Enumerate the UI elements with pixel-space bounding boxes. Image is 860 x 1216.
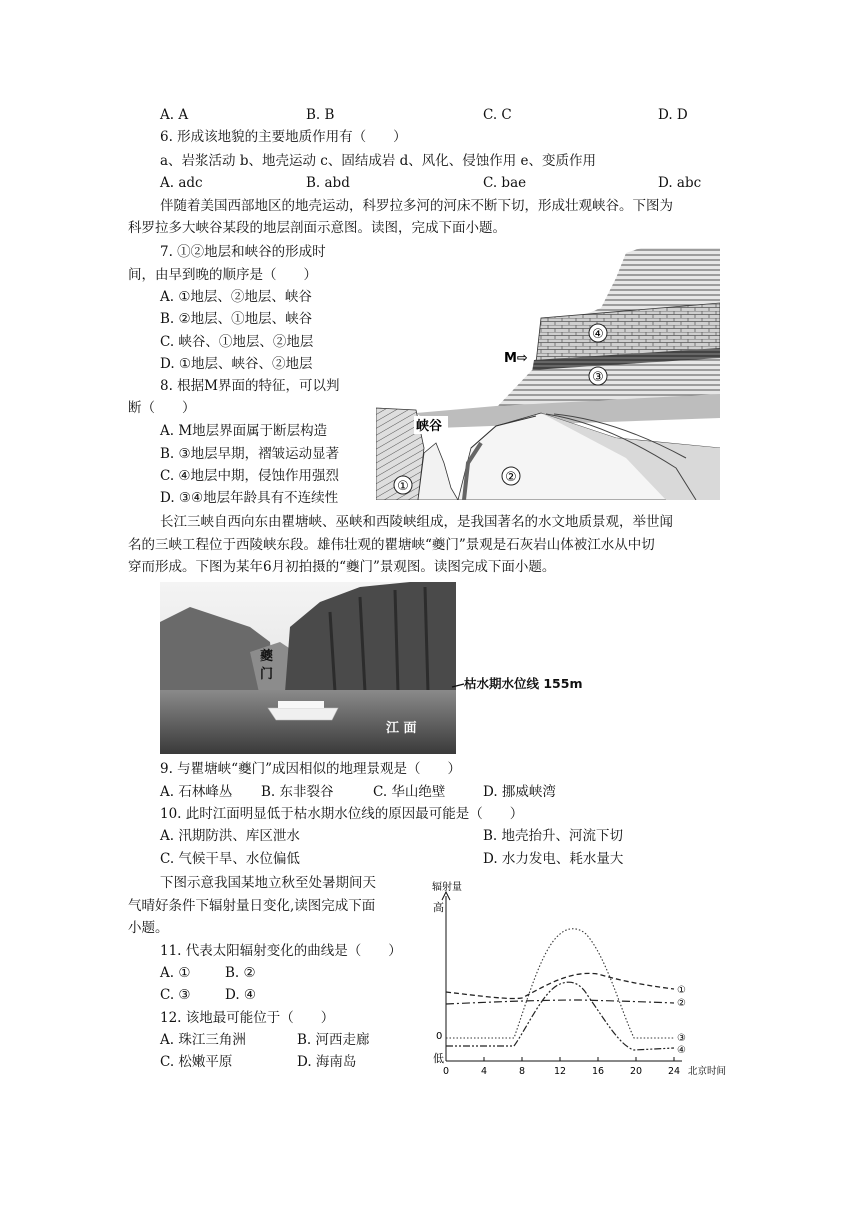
passage2-line3: 穿而形成。下图为某年6月初拍摄的“夔门”景观图。读图完成下面小题。 [128, 559, 556, 575]
q7-option-a: A. ①地层、②地层、峡谷 [160, 289, 312, 305]
fig1-label-m: M⇨ [504, 351, 528, 366]
q12-option-c: C. 松嫩平原 [160, 1054, 233, 1070]
fig3-curve-label-1: ① [677, 985, 686, 996]
passage3-line2: 气晴好条件下辐射量日变化,读图完成下面 [128, 898, 376, 914]
radiation-diagram [420, 878, 740, 1080]
fig1-label-2: ② [505, 470, 517, 485]
q11-stem: 11. 代表太阳辐射变化的曲线是（ ） [160, 943, 402, 959]
curve-1 [446, 973, 674, 998]
curve-4 [446, 982, 674, 1050]
q12-option-a: A. 珠江三角洲 [160, 1032, 246, 1048]
q7-stem-line1: 7. ①②地层和峡谷的形成时 [160, 244, 326, 260]
q11-option-c: C. ③ [160, 987, 191, 1003]
fig1-label-4: ④ [592, 327, 604, 342]
passage3-line1: 下图示意我国某地立秋至处暑期间天 [160, 875, 376, 891]
q5-option-b: B. B [306, 107, 335, 123]
curve-2 [446, 1000, 674, 1004]
q11-option-a: A. ① [160, 965, 191, 981]
fig2-label-river: 江 面 [386, 721, 417, 736]
q10-stem: 10. 此时江面明显低于枯水期水位线的原因最可能是（ ） [160, 806, 524, 822]
fig3-xtick-24: 24 [667, 1066, 681, 1077]
q8-stem-line2: 断（ ） [128, 400, 196, 416]
q6-choices: a、岩浆活动 b、地壳运动 c、固结成岩 d、风化、侵蚀作用 e、变质作用 [160, 153, 597, 169]
q12-stem: 12. 该地最可能位于（ ） [160, 1010, 335, 1026]
fig1-label-3: ③ [592, 370, 604, 385]
q11-option-d: D. ④ [225, 987, 257, 1003]
q6-option-d: D. abc [658, 175, 702, 191]
q6-option-c: C. bae [483, 175, 527, 191]
q5-option-a: A. A [160, 107, 189, 123]
fig3-xlabel: 北京时间 [688, 1066, 727, 1077]
fig3-y-zero: 0 [436, 1031, 443, 1042]
q7-option-b: B. ②地层、①地层、峡谷 [160, 311, 313, 327]
fig3-curve-label-3: ③ [677, 1033, 686, 1044]
passage3-line3: 小题。 [128, 920, 169, 936]
q7-stem-line2: 间，由早到晚的顺序是（ ） [128, 267, 317, 283]
q10-option-a: A. 汛期防洪、库区泄水 [160, 828, 300, 844]
q11-option-b: B. ② [225, 965, 256, 981]
q10-option-d: D. 水力发电、耗水量大 [483, 851, 624, 867]
fig1-label-1: ① [397, 479, 409, 494]
q8-option-c: C. ④地层中期，侵蚀作用强烈 [160, 468, 340, 484]
q9-option-a: A. 石林峰丛 [160, 784, 233, 800]
fig3-xtick-8: 8 [518, 1066, 526, 1077]
q7-option-c: C. 峡谷、①地层、②地层 [160, 334, 314, 350]
passage1-line1: 伴随着美国西部地区的地壳运动，科罗拉多河的河床不断下切，形成壮观峡谷。下图为 [160, 198, 673, 214]
fig2-label-men: 门 [260, 667, 274, 682]
passage2-line1: 长江三峡自西向东由瞿塘峡、巫峡和西陵峡组成，是我国著名的水文地质景观，举世闻 [160, 514, 673, 530]
fig1-label-gorge: 峡谷 [416, 419, 443, 434]
q9-option-b: B. 东非裂谷 [261, 784, 334, 800]
q8-option-d: D. ③④地层年龄具有不连续性 [160, 490, 339, 506]
fig3-xtick-16: 16 [591, 1066, 605, 1077]
q8-stem-line1: 8. 根据M界面的特征，可以判 [160, 378, 340, 394]
q12-option-b: B. 河西走廊 [297, 1032, 370, 1048]
fig3-curve-label-2: ② [677, 998, 686, 1009]
fig3-xtick-20: 20 [629, 1066, 643, 1077]
q10-option-c: C. 气候干旱、水位偏低 [160, 851, 300, 867]
fig3-y-high: 高 [433, 901, 444, 914]
fig3-xtick-4: 4 [480, 1066, 488, 1077]
fig3-ylabel: 辐射量 [432, 882, 462, 893]
q8-option-a: A. M地层界面属于断层构造 [160, 423, 328, 439]
fig2-label-kui: 夔 [260, 649, 274, 664]
q9-option-d: D. 挪威峡湾 [483, 784, 556, 800]
q8-option-b: B. ③地层早期，褶皱运动显著 [160, 446, 340, 462]
q10-option-b: B. 地壳抬升、河流下切 [483, 828, 624, 844]
q5-option-d: D. D [658, 107, 688, 123]
q6-stem: 6. 形成该地貌的主要地质作用有（ ） [160, 129, 407, 145]
q9-stem: 9. 与瞿塘峡“夔门”成因相似的地理景观是（ ） [160, 761, 461, 777]
passage2-line2: 名的三峡工程位于西陵峡东段。雄伟壮观的瞿塘峡“夔门”景观是石灰岩山体被江水从中切 [128, 537, 655, 553]
q5-option-c: C. C [483, 107, 512, 123]
fig3-curve-label-4: ④ [677, 1045, 686, 1056]
q6-option-b: B. abd [306, 175, 350, 191]
fig3-y-low: 低 [433, 1052, 444, 1065]
fig3-xtick-0: 0 [442, 1066, 450, 1077]
q7-option-d: D. ①地层、峡谷、②地层 [160, 356, 313, 372]
q6-option-a: A. adc [160, 175, 203, 191]
fig2-label-waterline: 枯水期水位线 155m [464, 676, 583, 691]
kuimen-photo-figure [160, 582, 600, 754]
passage1-line2: 科罗拉多大峡谷某段的地层剖面示意图。读图，完成下面小题。 [128, 220, 506, 236]
q9-option-c: C. 华山绝壁 [373, 784, 446, 800]
q12-option-d: D. 海南岛 [297, 1054, 357, 1070]
canyon-strata-figure [376, 248, 720, 500]
fig3-xtick-12: 12 [553, 1066, 567, 1077]
